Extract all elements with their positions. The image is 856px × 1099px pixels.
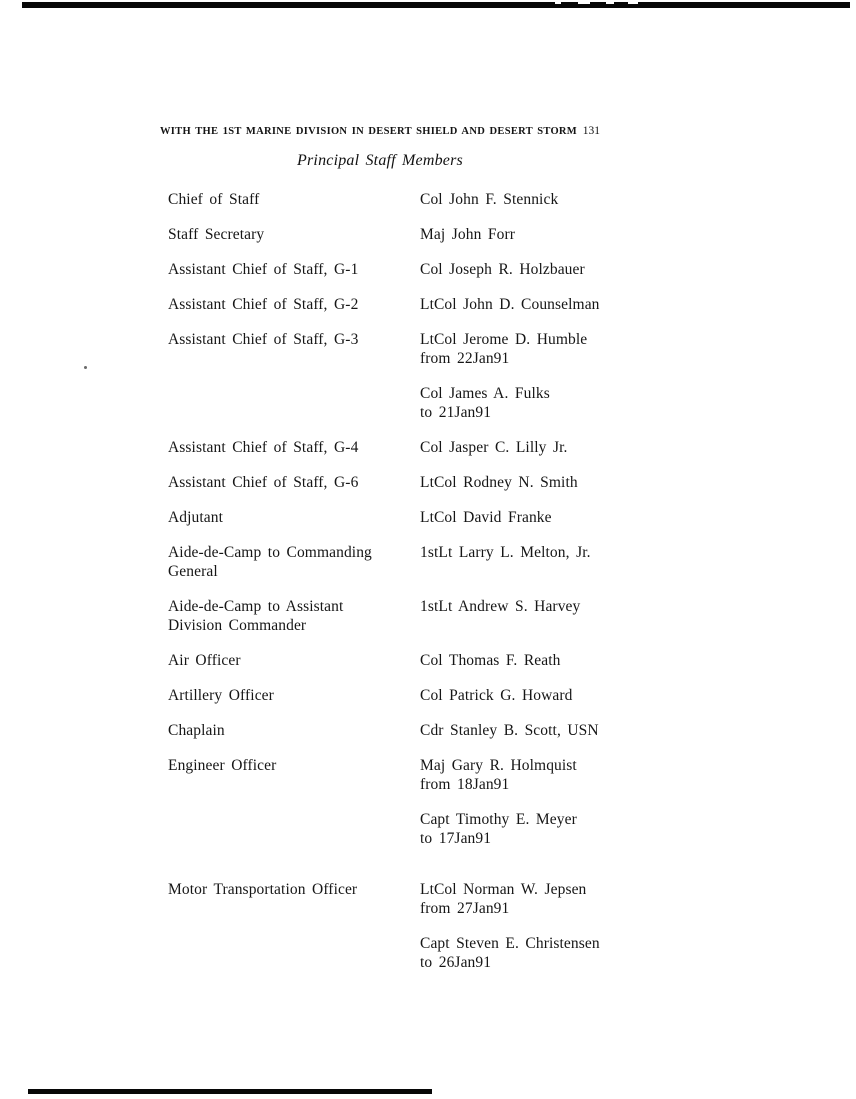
section-title: Principal Staff Members — [297, 152, 463, 169]
officer-name: Capt Steven E. Christensen — [420, 935, 600, 952]
staff-row — [168, 880, 688, 972]
position-label: Adjutant — [168, 509, 224, 526]
staff-row — [168, 330, 688, 422]
officer-name: LtCol David Franke — [420, 509, 552, 526]
officer-tenure-note: from 18Jan91 — [420, 776, 510, 793]
position-label: Assistant Chief of Staff, G-3 — [168, 331, 359, 348]
position-label: Assistant Chief of Staff, G-2 — [168, 296, 359, 313]
officer-entry — [420, 880, 688, 918]
position-label: Chaplain — [168, 722, 225, 739]
staff-row — [168, 473, 688, 492]
staff-row — [168, 651, 688, 670]
scan-notch — [578, 2, 590, 4]
scan-notch — [606, 2, 614, 4]
officer-name: 1stLt Larry L. Melton, Jr. — [420, 544, 591, 561]
position-label: Air Officer — [168, 652, 241, 669]
position-label: Assistant Chief of Staff, G-4 — [168, 439, 359, 456]
staff-row — [168, 260, 688, 279]
staff-row — [168, 508, 688, 527]
officer-entry — [420, 384, 688, 422]
staff-row — [168, 721, 688, 740]
officer-name: LtCol Norman W. Jepsen — [420, 881, 587, 898]
position-label: Assistant Chief of Staff, G-6 — [168, 474, 359, 491]
officer-tenure-note: to 21Jan91 — [420, 404, 492, 421]
officer-entry — [420, 260, 688, 279]
staff-row — [168, 756, 688, 848]
officer-entry — [420, 330, 688, 368]
position-label: Assistant Chief of Staff, G-1 — [168, 261, 359, 278]
officer-entry — [420, 651, 688, 670]
scan-artifact-top-bar — [22, 2, 850, 8]
officer-entry — [420, 686, 688, 705]
position-label: Aide-de-Camp to Assistant Division Commander — [168, 598, 344, 634]
officer-name: Col Thomas F. Reath — [420, 652, 561, 669]
officer-name: Col John F. Stennick — [420, 191, 559, 208]
officer-entry — [420, 473, 688, 492]
officer-tenure-note: to 26Jan91 — [420, 954, 492, 971]
officer-name: Col Patrick G. Howard — [420, 687, 573, 704]
staff-row — [168, 597, 688, 635]
officer-name: Col James A. Fulks — [420, 385, 550, 402]
scan-notch — [628, 2, 638, 4]
officer-entry — [420, 810, 688, 848]
scan-notch — [555, 2, 561, 4]
officer-name: Capt Timothy E. Meyer — [420, 811, 577, 828]
running-header-text: WITH THE 1ST MARINE DIVISION IN DESERT SHIELD AND DESERT STORM — [160, 126, 578, 137]
officer-name: Maj Gary R. Holmquist — [420, 757, 577, 774]
staff-row — [168, 190, 688, 209]
officer-name: Col Jasper C. Lilly Jr. — [420, 439, 568, 456]
officer-name: Cdr Stanley B. Scott, USN — [420, 722, 599, 739]
officer-name: LtCol John D. Counselman — [420, 296, 600, 313]
officer-name: LtCol Rodney N. Smith — [420, 474, 578, 491]
staff-row — [168, 438, 688, 457]
position-label: Engineer Officer — [168, 757, 277, 774]
staff-row — [168, 295, 688, 314]
officer-entry — [420, 721, 688, 740]
running-header — [160, 125, 600, 137]
position-label: Aide-de-Camp to Commanding General — [168, 544, 372, 580]
officer-name: LtCol Jerome D. Humble — [420, 331, 588, 348]
officer-tenure-note: from 27Jan91 — [420, 900, 510, 917]
staff-row — [168, 543, 688, 581]
officer-entry — [420, 597, 688, 616]
officer-entry — [420, 295, 688, 314]
officer-entry — [420, 756, 688, 794]
scan-speck — [84, 366, 87, 369]
officer-entry — [420, 225, 688, 244]
officer-entry — [420, 934, 688, 972]
officer-entry — [420, 508, 688, 527]
officer-entry — [420, 190, 688, 209]
officer-name: Col Joseph R. Holzbauer — [420, 261, 585, 278]
page-number: 131 — [582, 125, 600, 137]
officer-entry — [420, 543, 688, 562]
officer-name: Maj John Forr — [420, 226, 515, 243]
staff-roster-table — [168, 190, 688, 988]
officer-name: 1stLt Andrew S. Harvey — [420, 598, 581, 615]
officer-tenure-note: to 17Jan91 — [420, 830, 492, 847]
staff-row — [168, 686, 688, 705]
position-label: Motor Transportation Officer — [168, 881, 358, 898]
scan-artifact-bottom-bar — [28, 1089, 432, 1094]
officer-tenure-note: from 22Jan91 — [420, 350, 510, 367]
position-label: Staff Secretary — [168, 226, 265, 243]
position-label: Artillery Officer — [168, 687, 274, 704]
staff-row — [168, 225, 688, 244]
officer-entry — [420, 438, 688, 457]
position-label: Chief of Staff — [168, 191, 260, 208]
